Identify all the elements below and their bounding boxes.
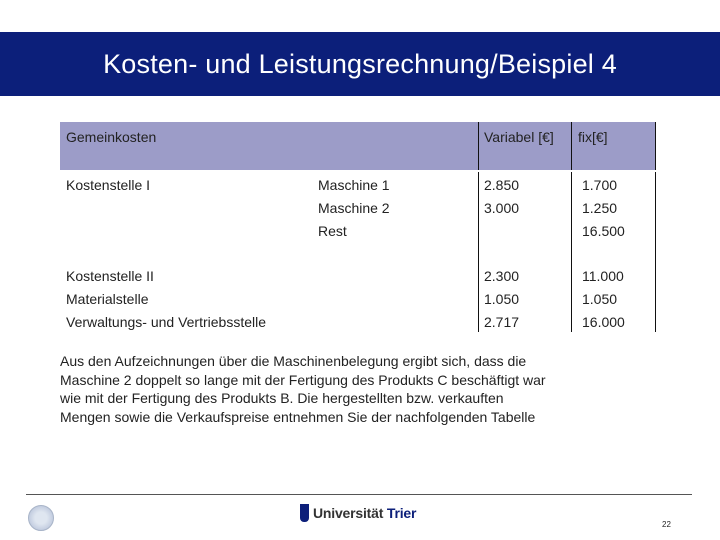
variabel-materialstelle: 1.050 bbox=[484, 291, 520, 307]
logo-text bbox=[313, 505, 416, 521]
logo-text-universitaet: Universität bbox=[313, 505, 384, 521]
header-gemeinkosten: Gemeinkosten bbox=[66, 129, 157, 145]
variabel-verwaltung: 2.717 bbox=[484, 314, 520, 330]
fix-materialstelle: 1.050 bbox=[582, 291, 618, 307]
paragraph-line: Maschine 2 doppelt so lange mit der Fertigung des Produkts C beschäftigt war bbox=[60, 371, 546, 388]
table-header bbox=[60, 122, 656, 170]
slide-title: Kosten- und Leistungsrechnung/Beispiel 4 bbox=[103, 48, 617, 79]
description-paragraph bbox=[60, 352, 660, 426]
fix-rest: 16.500 bbox=[582, 223, 625, 239]
variabel-maschine-1: 2.850 bbox=[484, 177, 520, 193]
paragraph-line: Aus den Aufzeichnungen über die Maschinenbelegung ergibt sich, dass die bbox=[60, 353, 527, 369]
maschine-2-label: Maschine 2 bbox=[318, 200, 390, 216]
fix-kostenstelle-2: 11.000 bbox=[582, 268, 624, 284]
page-number: 22 bbox=[662, 520, 671, 529]
verwaltung-label: Verwaltungs- und Vertriebsstelle bbox=[66, 314, 266, 330]
kostenstelle-2-label: Kostenstelle II bbox=[66, 268, 154, 284]
separator-line bbox=[655, 172, 656, 332]
variabel-maschine-2: 3.000 bbox=[484, 200, 520, 216]
kostenstelle-1-label: Kostenstelle I bbox=[66, 177, 151, 193]
university-seal-icon bbox=[28, 505, 54, 531]
rest-label: Rest bbox=[318, 223, 347, 239]
logo-text-trier: Trier bbox=[386, 505, 417, 521]
footer-divider bbox=[26, 494, 692, 495]
separator-line bbox=[478, 172, 479, 332]
materialstelle-label: Materialstelle bbox=[66, 291, 149, 307]
paragraph-line: wie mit der Fertigung des Produkts B. Die hergestellten bzw. verkauften bbox=[60, 390, 504, 406]
fix-maschine-2: 1.250 bbox=[582, 200, 618, 216]
fix-verwaltung: 16.000 bbox=[582, 314, 625, 330]
fix-maschine-1: 1.700 bbox=[582, 177, 618, 193]
variabel-kostenstelle-2: 2.300 bbox=[484, 268, 520, 284]
separator-line bbox=[571, 122, 572, 170]
separator-line bbox=[478, 122, 479, 170]
paragraph-line: Mengen sowie die Verkaufspreise entnehmen Sie der nachfolgenden Tabelle bbox=[60, 408, 536, 425]
header-fix: fix[€] bbox=[578, 129, 608, 145]
title-bar bbox=[0, 32, 720, 96]
maschine-1-label: Maschine 1 bbox=[318, 177, 390, 193]
separator-line bbox=[655, 122, 656, 170]
university-logo bbox=[300, 503, 416, 523]
logo-mark-icon bbox=[300, 504, 309, 522]
header-variabel: Variabel [€] bbox=[484, 129, 554, 145]
separator-line bbox=[571, 172, 572, 332]
